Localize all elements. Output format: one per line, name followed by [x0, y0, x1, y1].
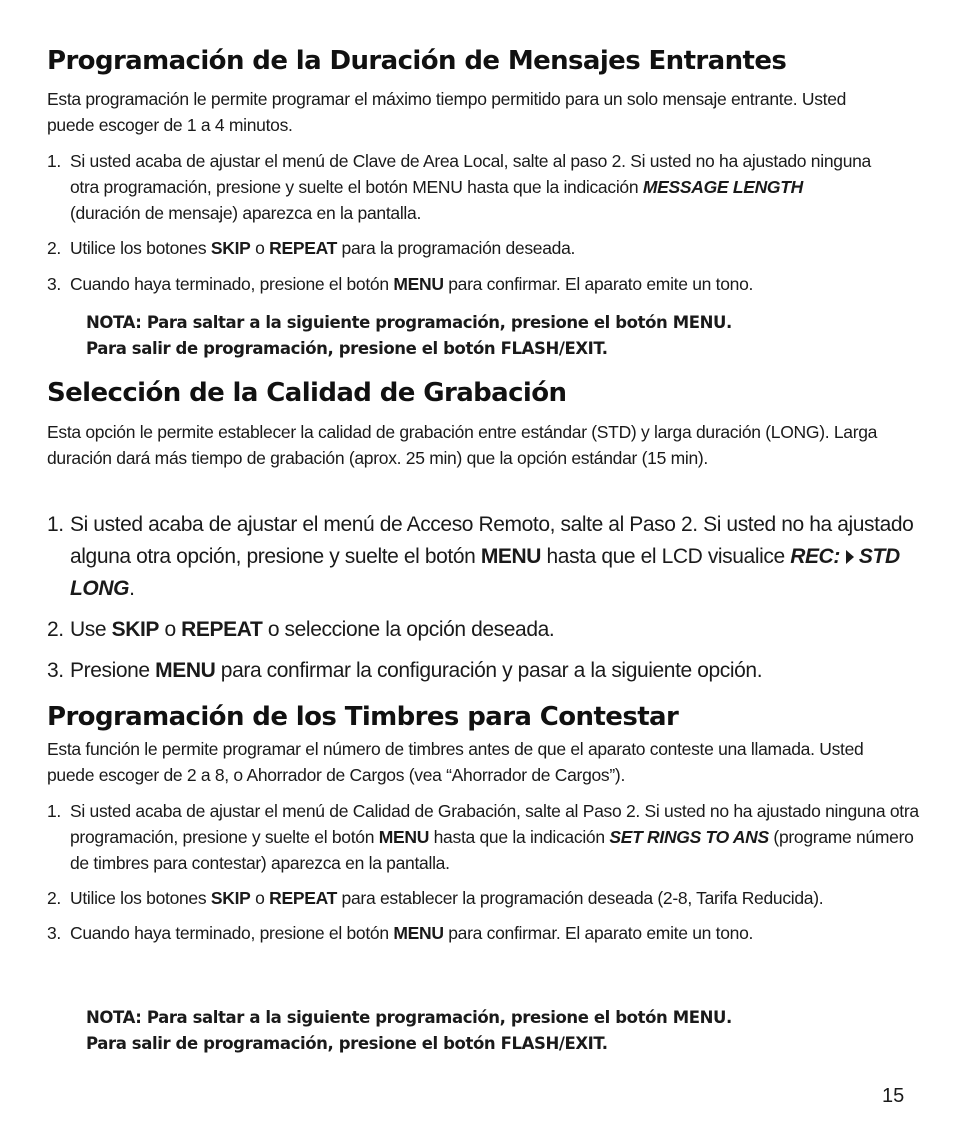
step-item: 3. Cuando haya terminado, presione el botón MENU para confirmar. El aparato emite un tono. — [47, 923, 754, 943]
step-item: 2. Utilice los botones SKIP o REPEAT para establecer la programación deseada (2-8, Tarifa Reducida). — [47, 888, 824, 908]
triangle-right-icon — [846, 550, 854, 564]
steps-list — [47, 148, 877, 297]
section-intro: Esta opción le permite establecer la calidad de grabación entre estándar (STD) y larga duración (LONG). Larga duración dará más tiempo de grabación (aprox. 25 min) que la opción estándar (15 min). — [47, 422, 878, 468]
key-menu: MENU — [378, 827, 430, 847]
key-menu: MENU — [480, 545, 542, 568]
note-line: Para salir de programación, presione el botón FLASH/EXIT. — [86, 339, 608, 358]
key-menu: MENU — [155, 659, 216, 682]
section-title-recording-quality: Selección de la Calidad de Grabación — [47, 378, 567, 408]
section-intro: Esta programación le permite programar el máximo tiempo permitido para un solo mensaje entrante. Usted puede escoger de 1 a 4 minutos. — [47, 89, 847, 135]
steps-list — [47, 798, 919, 946]
section-title-message-length: Programación de la Duración de Mensajes Entrantes — [47, 46, 787, 76]
key-repeat: REPEAT — [181, 618, 263, 641]
step-item: 3. Cuando haya terminado, presione el botón MENU para confirmar. El aparato emite un tono. — [47, 274, 754, 294]
note-block — [47, 1005, 732, 1057]
section-intro: Esta función le permite programar el número de timbres antes de que el aparato conteste una llamada. Usted puede escoger de 2 a 8, o Ahorrador de Cargos (vea “Ahorrador de Cargos”). — [47, 739, 864, 785]
step-item: 1. Si usted acaba de ajustar el menú de Acceso Remoto, salte al Paso 2. Si usted no ha ajustado alguna otra opción, presione y suelte el botón MENU hasta que el LCD visualice REC: STD LONG. — [47, 513, 914, 600]
key-menu: MENU — [393, 274, 444, 294]
lcd-text: SET RINGS TO ANS — [609, 827, 769, 847]
note-line: Para salir de programación, presione el botón FLASH/EXIT. — [86, 1034, 608, 1053]
key-skip: SKIP — [210, 888, 251, 908]
key-skip: SKIP — [111, 618, 160, 641]
note-line: NOTA: Para saltar a la siguiente programación, presione el botón MENU. — [86, 313, 732, 332]
lcd-text: MESSAGE LENGTH — [642, 177, 803, 197]
key-repeat: REPEAT — [269, 238, 337, 258]
key-repeat: REPEAT — [269, 888, 337, 908]
step-item: 2. Utilice los botones SKIP o REPEAT para la programación deseada. — [47, 238, 576, 258]
step-item: 1. Si usted acaba de ajustar el menú de Calidad de Grabación, salte al Paso 2. Si usted no ha ajustado ninguna otra programación, presione y suelte el botón MENU hasta que la indicación SET RINGS TO ANS (programe número de timbres para contestar) aparezca en la pantalla. — [47, 801, 919, 873]
section-title-rings-to-answer: Programación de los Timbres para Contestar — [47, 702, 679, 732]
key-skip: SKIP — [210, 238, 251, 258]
lcd-text: STD LONG — [70, 545, 900, 600]
lcd-text: REC: — [790, 545, 840, 568]
step-item: 2. Use SKIP o REPEAT o seleccione la opción deseada. — [47, 618, 555, 641]
step-item: 3. Presione MENU para confirmar la configuración y pasar a la siguiente opción. — [47, 659, 763, 682]
steps-list — [47, 509, 914, 687]
step-item: 1. Si usted acaba de ajustar el menú de Clave de Area Local, salte al paso 2. Si usted no ha ajustado ninguna otra programación, presione y suelte el botón MENU hasta que la indicación MESSAGE LENGTH (duración de mensaje) aparezca en la pantalla. — [47, 151, 871, 223]
note-block — [47, 310, 732, 362]
note-line: NOTA: Para saltar a la siguiente programación, presione el botón MENU. — [86, 1008, 732, 1027]
key-menu: MENU — [393, 923, 444, 943]
page-number: 15 — [882, 1085, 905, 1107]
